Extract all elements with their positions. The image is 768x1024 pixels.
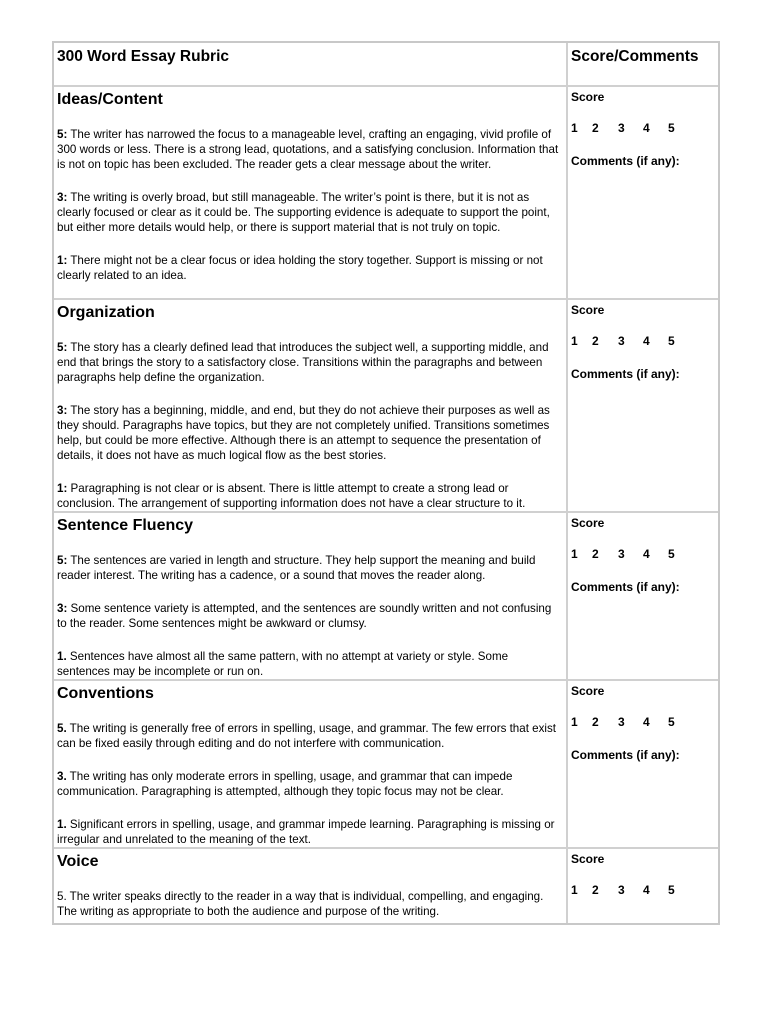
criterion-text: The story has a clearly defined lead that introduces the subject well, a supporting middle, and end that brings the story to a satisfactory close. Transitions within the paragraphs and between paragraphs help define the organization.	[57, 341, 549, 384]
criterion-5	[57, 340, 564, 385]
rubric-title: 300 Word Essay Rubric	[57, 48, 230, 65]
criteria-cell	[54, 87, 568, 298]
score-option-4[interactable]: 4	[643, 715, 650, 729]
score-label: Score	[571, 90, 605, 104]
criterion-5	[57, 553, 564, 583]
criterion-text: The sentences are varied in length and structure. They help support the meaning and build reader interest. The writing has a cadence, or a sound that moves the reader along.	[57, 554, 536, 582]
criterion-5	[57, 721, 564, 751]
comments-label: Comments (if any):	[571, 748, 680, 762]
criterion-level: 5:	[57, 341, 68, 354]
header-row	[54, 43, 718, 87]
criterion-text: The writing is generally free of errors in spelling, usage, and grammar. The few errors that exist can be fixed easily through editing and do not interfere with communication.	[57, 722, 556, 750]
criterion-text: Paragraphing is not clear or is absent. There is little attempt to create a strong lead or conclusion. The arrangement of supporting information does not have a clear structure to it.	[57, 482, 526, 510]
section-row-ideas-content	[54, 87, 718, 300]
score-label: Score	[571, 852, 605, 866]
score-options	[571, 547, 716, 561]
score-option-1[interactable]: 1	[571, 547, 578, 561]
score-option-2[interactable]: 2	[592, 883, 599, 897]
criterion-text: Some sentence variety is attempted, and the sentences are soundly written and not confusing to the reader. Some sentences might be awkward or clumsy.	[57, 602, 552, 630]
score-comments-header: Score/Comments	[571, 48, 699, 65]
criterion-text: The writing is overly broad, but still manageable. The writer’s point is there, but it is not as clearly focused or clear as it could be. The supporting evidence is adequate to support the point, but either more details would help, or there is support material that is not truly on topic.	[57, 191, 550, 234]
score-option-3[interactable]: 3	[618, 121, 625, 135]
score-option-2[interactable]: 2	[592, 715, 599, 729]
score-option-4[interactable]: 4	[643, 334, 650, 348]
score-option-3[interactable]: 3	[618, 334, 625, 348]
section-title: Organization	[57, 304, 155, 321]
criterion-level: 5.	[57, 722, 67, 735]
score-label: Score	[571, 303, 605, 317]
section-row-voice	[54, 849, 718, 923]
score-cell	[568, 87, 718, 298]
section-row-organization	[54, 300, 718, 513]
score-option-5[interactable]: 5	[668, 883, 675, 897]
score-cell	[568, 300, 718, 511]
score-option-5[interactable]: 5	[668, 547, 675, 561]
criterion-3	[57, 601, 564, 631]
criterion-text: 5. The writer speaks directly to the reader in a way that is individual, compelling, and engaging. The writing as appropriate to both the audience and purpose of the writing.	[57, 890, 544, 918]
criterion-level: 5:	[57, 554, 68, 567]
score-option-5[interactable]: 5	[668, 121, 675, 135]
criterion-1	[57, 649, 564, 679]
criterion-text: There might not be a clear focus or idea holding the story together. Support is missing or not clearly related to an idea.	[57, 254, 543, 282]
criterion-level: 5:	[57, 128, 68, 141]
criteria-cell	[54, 849, 568, 923]
section-row-sentence-fluency	[54, 513, 718, 681]
score-options	[571, 883, 716, 897]
criterion-5	[57, 127, 564, 172]
comments-label: Comments (if any):	[571, 154, 680, 168]
section-title: Sentence Fluency	[57, 517, 194, 534]
score-option-1[interactable]: 1	[571, 121, 578, 135]
section-title: Conventions	[57, 685, 154, 702]
score-option-2[interactable]: 2	[592, 121, 599, 135]
criterion-1	[57, 253, 564, 283]
score-label: Score	[571, 684, 605, 698]
comments-label: Comments (if any):	[571, 580, 680, 594]
score-option-1[interactable]: 1	[571, 334, 578, 348]
score-option-4[interactable]: 4	[643, 121, 650, 135]
header-title-cell	[54, 43, 568, 85]
criterion-level: 3:	[57, 191, 68, 204]
section-title: Voice	[57, 853, 99, 870]
criterion-5	[57, 889, 564, 919]
criterion-text: Sentences have almost all the same pattern, with no attempt at variety or style. Some sentences may be incomplete or run on.	[57, 650, 509, 678]
criterion-level: 1:	[57, 482, 68, 495]
rubric-table	[52, 41, 720, 925]
criteria-cell	[54, 681, 568, 847]
criterion-level: 1:	[57, 254, 68, 267]
score-option-3[interactable]: 3	[618, 883, 625, 897]
criterion-1	[57, 481, 564, 511]
score-label: Score	[571, 516, 605, 530]
section-row-conventions	[54, 681, 718, 849]
score-options	[571, 121, 716, 135]
score-options	[571, 715, 716, 729]
criteria-cell	[54, 513, 568, 679]
score-cell	[568, 849, 718, 923]
score-option-2[interactable]: 2	[592, 334, 599, 348]
score-option-2[interactable]: 2	[592, 547, 599, 561]
criterion-text: The writing has only moderate errors in spelling, usage, and grammar that can impede communication. Paragraphing is attempted, although they topic focus may not be clear.	[57, 770, 513, 798]
criterion-level: 1.	[57, 818, 67, 831]
criterion-3	[57, 769, 564, 799]
criterion-text: The story has a beginning, middle, and end, but they do not achieve their purposes as well as they should. Paragraphs have topics, but they are not completely unified. Transitions sometimes help, but could be more effective. Although there is an attempt to sequence the presentation of details, it does not have as much logical flow as the best stories.	[57, 404, 550, 462]
criterion-level: 3:	[57, 404, 68, 417]
criterion-level: 3.	[57, 770, 67, 783]
score-option-1[interactable]: 1	[571, 715, 578, 729]
criterion-level: 3:	[57, 602, 68, 615]
score-option-4[interactable]: 4	[643, 883, 650, 897]
score-cell	[568, 681, 718, 847]
criterion-3	[57, 403, 564, 463]
criteria-cell	[54, 300, 568, 511]
criterion-text: The writer has narrowed the focus to a manageable level, crafting an engaging, vivid profile of 300 words or less. There is a strong lead, quotations, and a satisfying conclusion. Information that is not on topic has been excluded. The reader gets a clear message about the writer.	[57, 128, 559, 171]
criterion-text: Significant errors in spelling, usage, and grammar impede learning. Paragraphing is missing or irregular and unrelated to the meaning of the text.	[57, 818, 555, 846]
criterion-1	[57, 817, 564, 847]
score-cell	[568, 513, 718, 679]
header-score-cell	[568, 43, 718, 85]
criterion-level: 1.	[57, 650, 67, 663]
score-option-1[interactable]: 1	[571, 883, 578, 897]
score-option-5[interactable]: 5	[668, 334, 675, 348]
section-title: Ideas/Content	[57, 91, 163, 108]
score-option-3[interactable]: 3	[618, 715, 625, 729]
score-option-5[interactable]: 5	[668, 715, 675, 729]
score-option-3[interactable]: 3	[618, 547, 625, 561]
comments-label: Comments (if any):	[571, 367, 680, 381]
criterion-3	[57, 190, 564, 235]
score-option-4[interactable]: 4	[643, 547, 650, 561]
score-options	[571, 334, 716, 348]
